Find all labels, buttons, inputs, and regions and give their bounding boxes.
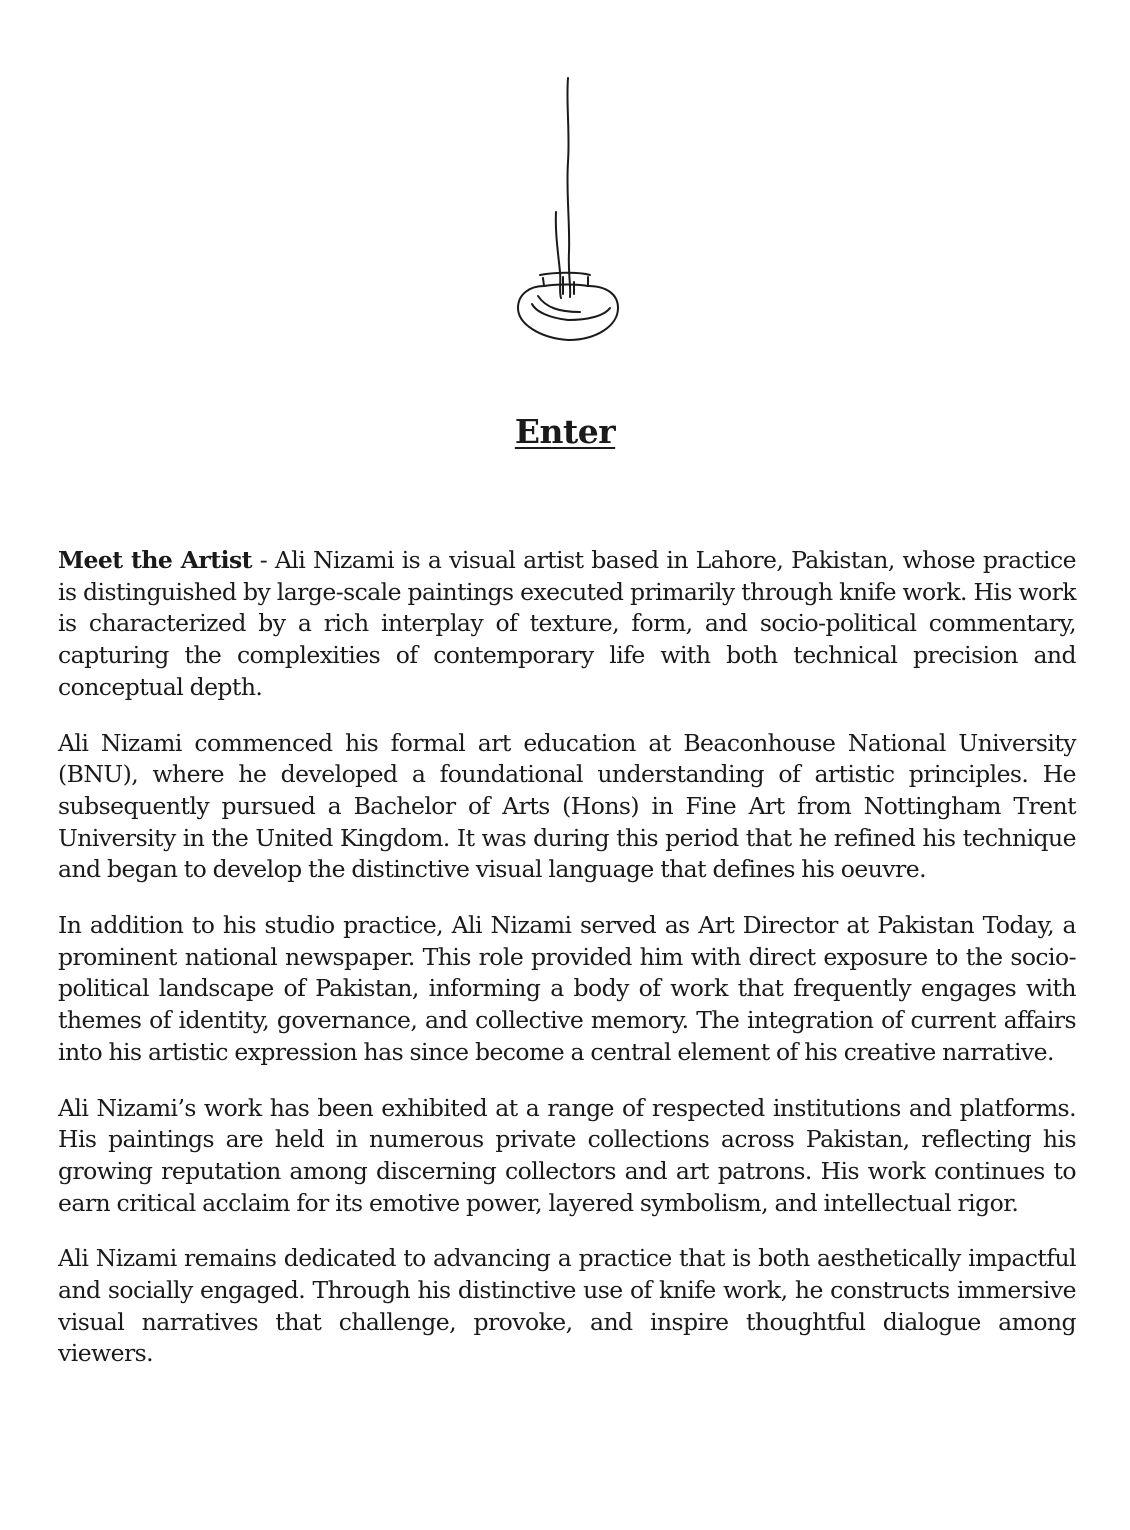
- artist-bio: [58, 545, 1076, 1394]
- bio-paragraph: Ali Nizami remains dedicated to advancing a practice that is both aesthetically impactful and socially engaged. Through his distinctive use of knife work, he constructs immersive visual narratives that challenge, provoke, and inspire thoughtful dialogue among viewers.: [58, 1244, 1076, 1368]
- bio-paragraph: Ali Nizami’s work has been exhibited at a range of respected institutions and platforms. His paintings are held in numerous private collections across Pakistan, reflecting his growing reputation among discerning collectors and art patrons. His work continues to earn critical acclaim for its emotive power, layered symbolism, and intellectual rigor.: [58, 1093, 1076, 1217]
- bio-paragraph: In addition to his studio practice, Ali Nizami served as Art Director at Pakistan Today, a prominent national newspaper. This role provided him with direct exposure to the socio-political landscape of Pakistan, informing a body of work that frequently engages with themes of identity, governance, and collective memory. The integration of current affairs into his artistic expression has since become a central element of his creative narrative.: [58, 911, 1076, 1066]
- meet-the-artist-heading: Meet the Artist: [58, 546, 252, 574]
- bio-paragraph: [58, 545, 1076, 704]
- bio-paragraph-text: Ali Nizami is a visual artist based in Lahore, Pakistan, whose practice is distinguished by large-scale paintings executed primarily through knife work. His work is characterized by a rich interplay of texture, form, and socio-political commentary, capturing the complexities of contemporary life with both technical precision and conceptual depth.: [58, 546, 1076, 701]
- enter-link[interactable]: Enter: [514, 412, 616, 451]
- lead-separator: -: [251, 546, 275, 574]
- incense-vase-icon: [510, 72, 628, 350]
- bio-paragraph: Ali Nizami commenced his formal art education at Beaconhouse National University (BNU), where he developed a foundational understanding of artistic principles. He subsequently pursued a Bachelor of Arts (Hons) in Fine Art from Nottingham Trent University in the United Kingdom. It was during this period that he refined his technique and began to develop the distinctive visual language that defines his oeuvre.: [58, 728, 1076, 884]
